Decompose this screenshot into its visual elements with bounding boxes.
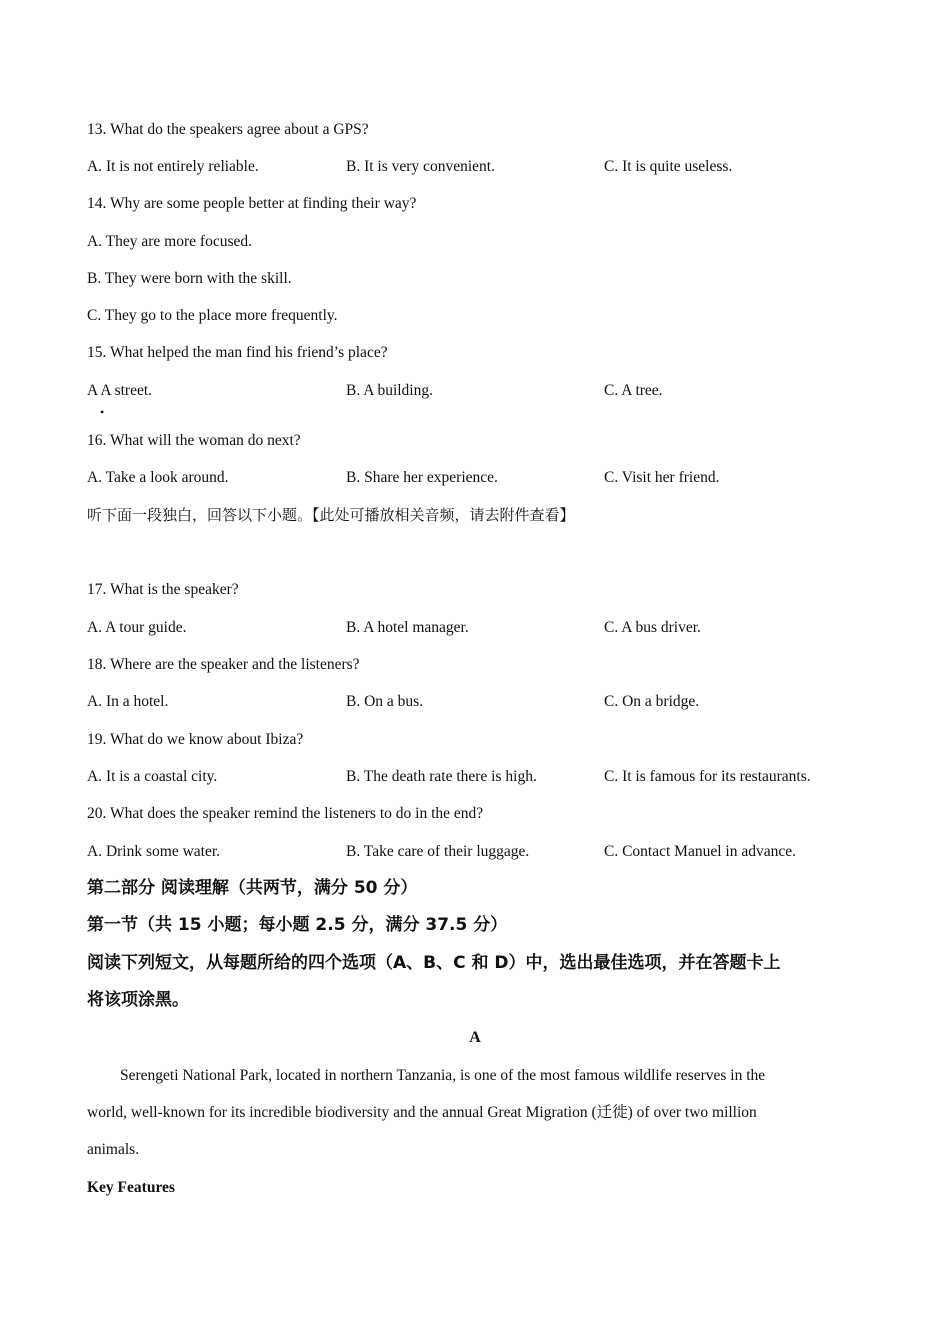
passage-line-3: animals. bbox=[87, 1141, 140, 1158]
q20-option-c: C. Contact Manuel in advance. bbox=[604, 843, 796, 860]
q20-option-b: B. Take care of their luggage. bbox=[346, 843, 530, 860]
question-13: 13. What do the speakers agree about a GPS? bbox=[87, 121, 369, 138]
q13-option-a: A. It is not entirely reliable. bbox=[87, 158, 259, 175]
q16-option-b: B. Share her experience. bbox=[346, 469, 498, 486]
instructions-line-1: 阅读下列短文，从每题所给的四个选项（A、B、C 和 D）中，选出最佳选项，并在答题卡上 bbox=[87, 953, 781, 973]
question-17: 17. What is the speaker? bbox=[87, 581, 239, 598]
question-14: 14. Why are some people better at finding their way? bbox=[87, 195, 417, 212]
q16-option-a: A. Take a look around. bbox=[87, 469, 229, 486]
q14-option-b: B. They were born with the skill. bbox=[87, 270, 292, 287]
q15-option-a: A A street. bbox=[87, 382, 153, 399]
q18-option-a: A. In a hotel. bbox=[87, 693, 169, 710]
stray-dot: • bbox=[100, 405, 105, 419]
q14-option-c: C. They go to the place more frequently. bbox=[87, 307, 338, 324]
passage-line-2: world, well-known for its incredible biodiversity and the annual Great Migration (迁徙) of over two million bbox=[87, 1104, 757, 1121]
q15-option-b: B. A building. bbox=[346, 382, 433, 399]
passage-line-1: Serengeti National Park, located in northern Tanzania, is one of the most famous wildlife reserves in the bbox=[120, 1067, 766, 1084]
part2-title: 第二部分 阅读理解（共两节，满分 50 分） bbox=[87, 878, 418, 898]
question-20: 20. What does the speaker remind the listeners to do in the end? bbox=[87, 805, 484, 822]
q16-option-c: C. Visit her friend. bbox=[604, 469, 720, 486]
question-15: 15. What helped the man find his friend’s place? bbox=[87, 344, 388, 361]
q17-option-a: A. A tour guide. bbox=[87, 619, 187, 636]
q13-option-b: B. It is very convenient. bbox=[346, 158, 495, 175]
q17-option-b: B. A hotel manager. bbox=[346, 619, 469, 636]
q19-option-a: A. It is a coastal city. bbox=[87, 768, 218, 785]
question-18: 18. Where are the speaker and the listeners? bbox=[87, 656, 360, 673]
q18-option-b: B. On a bus. bbox=[346, 693, 424, 710]
monologue-note: 听下面一段独白，回答以下小题。【此处可播放相关音频，请去附件查看】 bbox=[87, 506, 575, 524]
q19-option-c: C. It is famous for its restaurants. bbox=[604, 768, 811, 785]
q20-option-a: A. Drink some water. bbox=[87, 843, 221, 860]
question-19: 19. What do we know about Ibiza? bbox=[87, 731, 304, 748]
q17-option-c: C. A bus driver. bbox=[604, 619, 701, 636]
key-features-heading: Key Features bbox=[87, 1179, 175, 1196]
passage-label: A bbox=[469, 1029, 481, 1046]
q13-option-c: C. It is quite useless. bbox=[604, 158, 733, 175]
q15-option-c: C. A tree. bbox=[604, 382, 663, 399]
question-16: 16. What will the woman do next? bbox=[87, 432, 301, 449]
instructions-line-2: 将该项涂黑。 bbox=[87, 990, 189, 1010]
section1-title: 第一节（共 15 小题；每小题 2.5 分，满分 37.5 分） bbox=[87, 915, 508, 935]
q19-option-b: B. The death rate there is high. bbox=[346, 768, 537, 785]
q14-option-a: A. They are more focused. bbox=[87, 233, 252, 250]
q18-option-c: C. On a bridge. bbox=[604, 693, 700, 710]
